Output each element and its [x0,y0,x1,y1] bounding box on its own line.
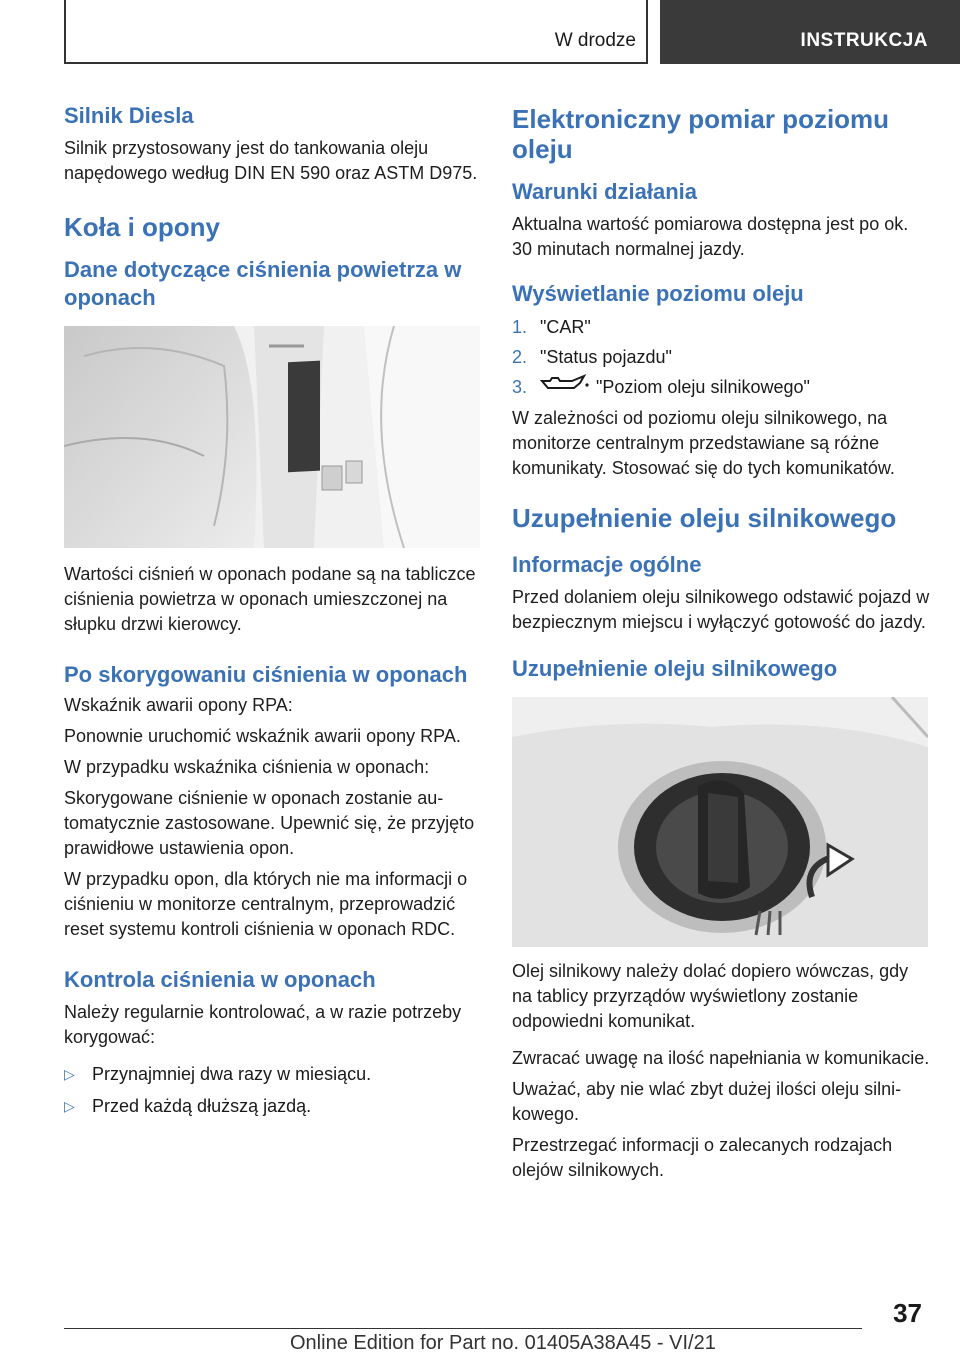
refill-text-4: Przestrzegać informacji o zalecanych rodzajach olejów silnikowych. [512,1135,893,1180]
list-item [512,342,932,372]
pressure-text: Wartości ciśnień w oponach podane są na tabliczce ciśnienia powietrza w oponach umieszczonej na słupku drzwi kierowcy. [64,564,476,634]
left-column [64,100,482,1122]
refill-text-2: Zwracać uwagę na ilość napełniania w komunikacie. [512,1048,930,1068]
after-text-2: Ponownie uruchomić wskaźnik awarii opony RPA. [64,726,461,746]
bullet-text: Przed każdą dłuższą jazdą. [92,1096,312,1116]
triangle-bullet-icon: ▷ [64,1098,75,1114]
list-item [64,1058,482,1090]
pressure-heading: Dane dotyczące ciśnienia powietrza w oponach [64,257,462,310]
diesel-heading: Silnik Diesla [64,103,194,128]
general-info-text: Przed dolaniem oleju silnikowego odstawić pojazd w bezpiecznym miejscu i wyłączyć gotowość do jazdy. [512,587,930,632]
oil-can-icon [540,372,596,402]
after-text-5: W przypadku opon, dla których nie ma informacji o ciśnieniu w monitorze centralnym, przeprowadzić reset systemu kontroli ciśnienia w oponach RDC. [64,869,468,939]
refill-heading: Uzupełnienie oleju silnikowego [512,656,838,681]
triangle-bullet-icon: ▷ [64,1066,75,1082]
step-text: "Status pojazdu" [540,347,672,367]
footer-divider [64,1328,862,1329]
list-item [512,372,932,402]
step-text: "Poziom oleju silnikowego" [596,377,810,397]
footer-edition: Online Edition for Part no. 01405A38A45 - VI/21 [290,1332,716,1354]
after-correction-heading: Po skorygowaniu ciśnienia w oponach [64,662,468,687]
after-text-3: W przypadku wskaźnika ciśnienia w oponach: [64,757,430,777]
refill-text-3: Uważać, aby nie wlać zbyt dużej ilości oleju silnikowego. [512,1079,902,1124]
oil-filler-cap-illustration [512,697,928,947]
oil-display-text: W zależności od poziomu oleju silnikowego, na monitorze centralnym przedstawiane są różne komunikaty. Stosować się do tych komunikatów. [512,408,895,478]
step-number: 3. [512,377,528,397]
refill-text-1: Olej silnikowy należy dolać dopiero wówczas, gdy na tablicy przyrządów wyświetlony zostanie odpowiedni komunikat. [512,961,909,1031]
door-pillar-image [64,326,480,548]
control-bullet-list [64,1058,482,1122]
header-tab-label: INSTRUKCJA [800,30,928,51]
diesel-text: Silnik przystosowany jest do tankowania oleju napędowego według DIN EN 590 oraz ASTM D975. [64,138,478,183]
bullet-text: Przynajmniej dwa razy w miesiącu. [92,1064,372,1084]
oil-display-heading: Wyświetlanie poziomu oleju [512,281,804,306]
list-item [64,1090,482,1122]
oil-display-steps [512,312,932,402]
step-text: "CAR" [540,317,591,337]
control-text: Należy regularnie kontrolować, a w razie potrzeby korygować: [64,1002,462,1047]
control-heading: Kontrola ciśnienia w oponach [64,967,376,992]
general-info-heading: Informacje ogólne [512,552,702,577]
step-number: 2. [512,347,528,367]
right-column [512,100,932,1183]
page-number: 37 [893,1298,922,1328]
oil-filler-cap-image [512,697,928,947]
conditions-heading: Warunki działania [512,179,698,204]
conditions-text: Aktualna wartość pomiarowa dostępna jest po ok. 30 minutach normalnej jazdy. [512,214,909,259]
after-text-1: Wskaźnik awarii opony RPA: [64,695,293,715]
door-pillar-illustration [64,326,480,548]
after-text-4: Skorygowane ciśnienie w oponach zostanie automatycznie zastosowane. Upewnić się, że przyjęto prawidłowe ustawienia opon. [64,788,475,858]
refill-main-heading: Uzupełnienie oleju silnikowego [512,503,897,533]
oil-measurement-heading: Elektroniczny pomiar poziomu oleju [512,104,890,164]
step-number: 1. [512,317,528,337]
list-item [512,312,932,342]
wheels-heading: Koła i opony [64,212,220,242]
header-section-title: W drodze [554,30,636,51]
